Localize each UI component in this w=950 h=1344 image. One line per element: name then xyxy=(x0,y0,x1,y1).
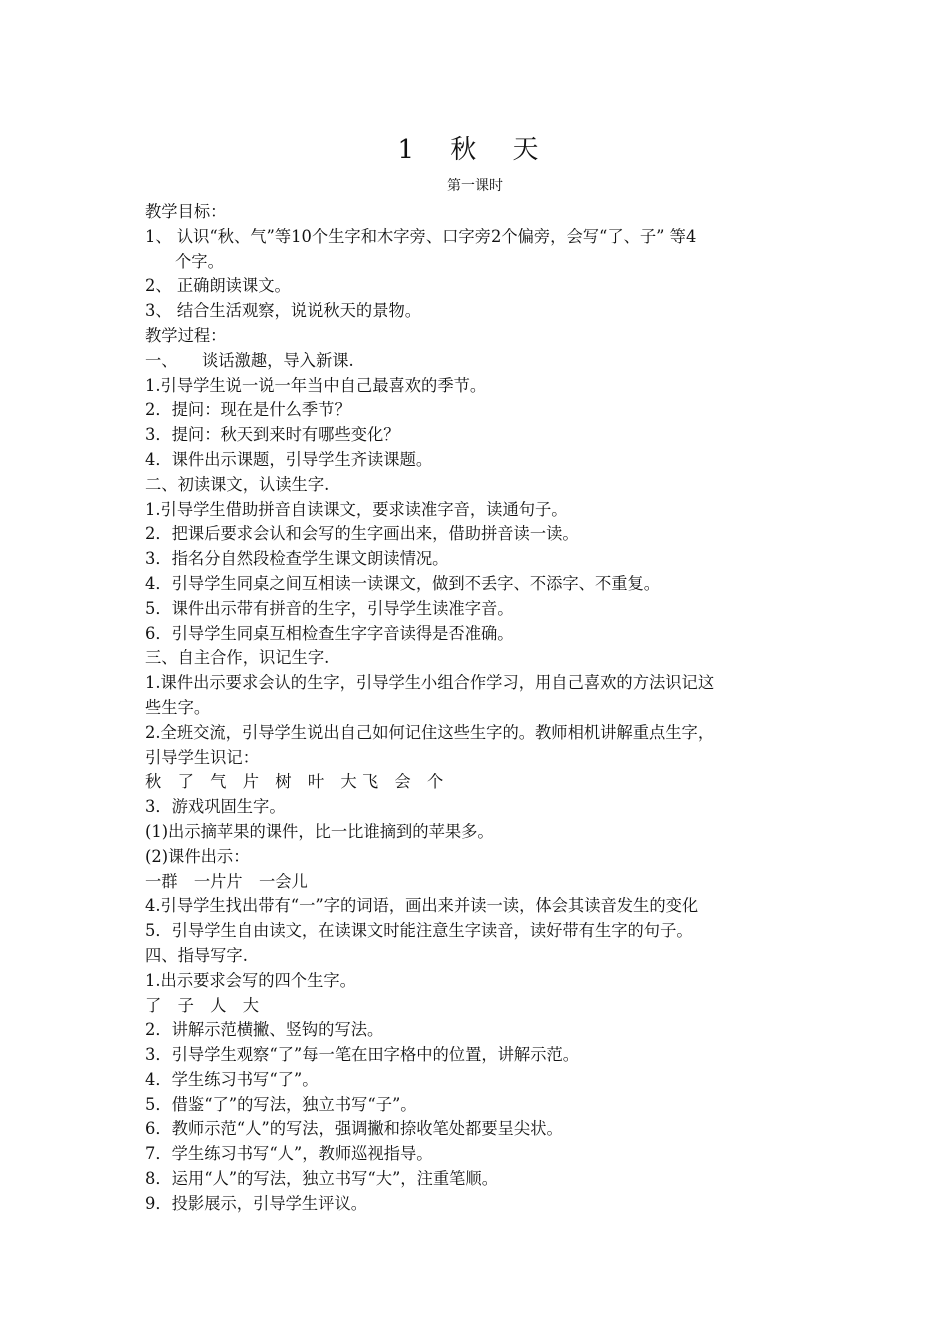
step-item: 1.引导学生借助拼音自读课文，要求读准字音，读通句子。 xyxy=(145,499,568,519)
step-item-continued: 引导学生识记： xyxy=(145,747,259,767)
step-item: 1.出示要求会写的四个生字。 xyxy=(145,970,356,990)
step-item: 4.引导学生找出带有“一”字的词语，画出来并读一读，体会其读音发生的变化 xyxy=(145,896,699,916)
step-item: 7．学生练习书写“人”，教师巡视指导。 xyxy=(145,1144,433,1164)
objective-item: 3、 结合生活观察，说说秋天的景物。 xyxy=(145,301,422,321)
lesson-subtitle: 第一课时 xyxy=(447,178,503,194)
section-heading-objectives: 教学目标： xyxy=(145,202,227,221)
step-item: 9．投影展示，引导学生评议。 xyxy=(145,1193,368,1213)
step-heading: 二、初读课文，认读生字. xyxy=(145,474,330,494)
step-heading: 四、指导写字. xyxy=(145,945,248,965)
character-list: 了 子 人 大 xyxy=(145,995,259,1015)
step-item: 3．游戏巩固生字。 xyxy=(145,797,286,817)
step-item: 4．学生练习书写“了”。 xyxy=(145,1069,319,1089)
lesson-body xyxy=(145,200,817,1217)
step-subitem: (2)课件出示： xyxy=(145,846,250,866)
step-item: 2．讲解示范横撇、竖钩的写法。 xyxy=(145,1020,384,1040)
lesson-title: 1 秋 天 xyxy=(397,135,553,165)
step-item: 5．课件出示带有拼音的生字，引导学生读准字音。 xyxy=(145,598,514,618)
step-subitem: (1)出示摘苹果的课件，比一比谁摘到的苹果多。 xyxy=(145,821,494,841)
section-heading-process: 教学过程： xyxy=(145,325,227,345)
objective-item: 1、 认识“秋、气”等10个生字和木字旁、口字旁2个偏旁，会写“了、子” 等4 xyxy=(145,226,697,246)
step-item: 6．引导学生同桌互相检查生字字音读得是否准确。 xyxy=(145,623,514,643)
step-item: 3．指名分自然段检查学生课文朗读情况。 xyxy=(145,549,449,569)
step-item: 4．课件出示课题，引导学生齐读课题。 xyxy=(145,449,433,469)
step-item: 1.课件出示要求会认的生字，引导学生小组合作学习，用自己喜欢的方法识记这 xyxy=(145,673,715,693)
step-item: 2．提问：现在是什么季节？ xyxy=(145,400,351,420)
step-item: 6．教师示范“人”的写法，强调撇和捺收笔处都要呈尖状。 xyxy=(145,1119,563,1139)
step-heading: 三、自主合作，识记生字. xyxy=(145,648,330,668)
word-list: 一群 一片片 一会儿 xyxy=(145,871,308,891)
step-item: 2.全班交流，引导学生说出自己如何记住这些生字的。教师相机讲解重点生字， xyxy=(145,722,715,742)
step-item: 3．提问：秋天到来时有哪些变化？ xyxy=(145,425,400,445)
step-item: 1.引导学生说一说一年当中自己最喜欢的季节。 xyxy=(145,375,487,395)
step-item: 2．把课后要求会认和会写的生字画出来，借助拼音读一读。 xyxy=(145,524,579,544)
step-item: 3．引导学生观察“了”每一笔在田字格中的位置，讲解示范。 xyxy=(145,1045,580,1065)
objective-item-continued: 个字。 xyxy=(175,251,224,271)
step-heading: 一、 谈话激趣，导入新课. xyxy=(145,350,354,370)
character-list: 秋 了 气 片 树 叶 大 飞 会 个 xyxy=(145,772,444,792)
step-item: 8．运用“人”的写法，独立书写“大”，注重笔顺。 xyxy=(145,1169,498,1189)
step-item: 5．借鉴“了”的写法，独立书写“子”。 xyxy=(145,1094,417,1114)
objective-item: 2、 正确朗读课文。 xyxy=(145,276,291,296)
step-item: 4．引导学生同桌之间互相读一读课文，做到不丢字、不添字、不重复。 xyxy=(145,573,661,593)
step-item: 5．引导学生自由读文，在读课文时能注意生字读音，读好带有生字的句子。 xyxy=(145,921,693,941)
step-item-continued: 些生字。 xyxy=(145,697,211,717)
